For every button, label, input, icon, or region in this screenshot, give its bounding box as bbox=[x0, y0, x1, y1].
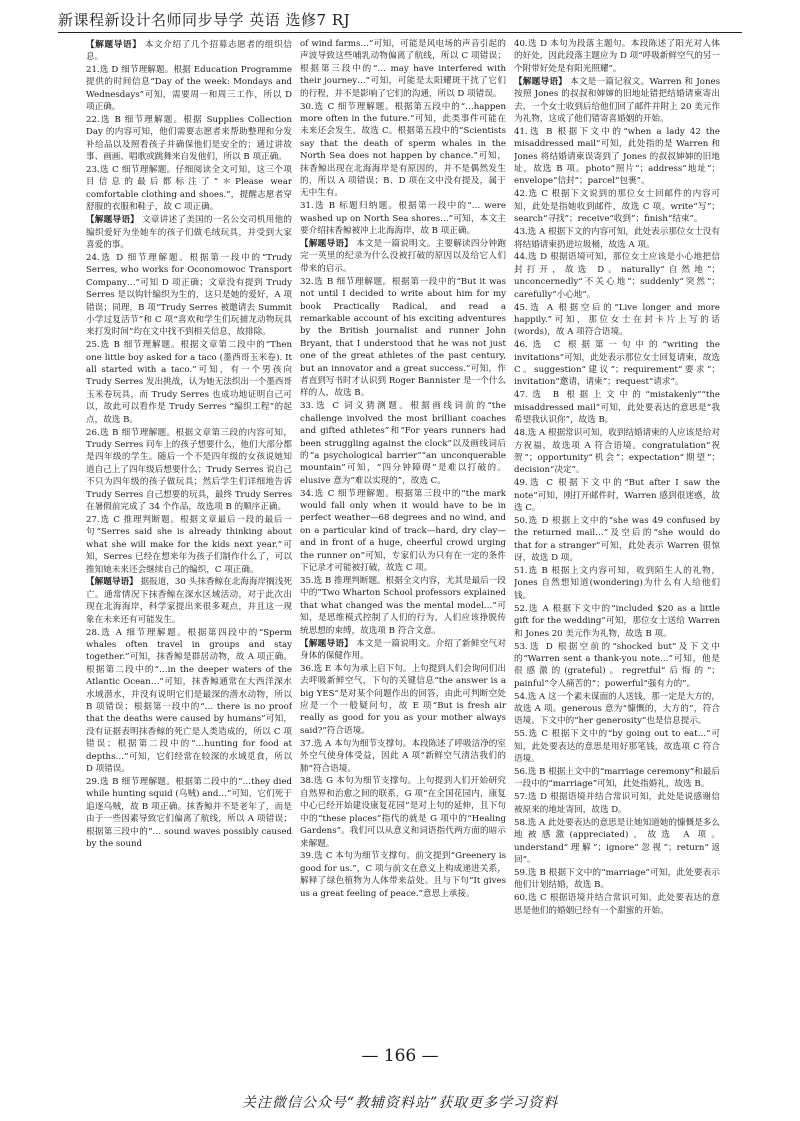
answer-paragraph bbox=[300, 775, 506, 849]
answer-paragraph bbox=[86, 164, 292, 214]
paragraph-text: 38.选 G 本句为细节支撑句。上句提到人们开始研究自然界和治愈之间的联系，G 项“在全国花园内，康复中心已经开始建设康复花园”是对上句的延伸，且下句中的“these places”指代的就是 G 项中的“Healing Gardens”。我们可以从意义和词语指代两方面的暗示来解题。 bbox=[300, 776, 506, 849]
paragraph-text: 27.选 C 推理判断题。根据文章最后一段的最后一句“Serres said she is already thinking about what she will make for the kids next year.”可知，Serres 已经在想来年为孩子们制作什么了，可以推知她未来还会继续自己的编织，C 项正确。 bbox=[86, 514, 292, 575]
answer-paragraph bbox=[514, 126, 720, 188]
answer-paragraph bbox=[300, 276, 506, 400]
answer-paragraph bbox=[300, 101, 506, 200]
answer-paragraph bbox=[86, 252, 292, 339]
guide-paragraph bbox=[300, 638, 506, 663]
paragraph-text: 52.选 A 根据下文中的“included $20 as a little gift for the wedding”可知，那位女士送给 Warren 和 Jones 20 美元作为礼物，故选 B 项。 bbox=[514, 603, 720, 639]
paragraph-text: 43.选 A 根据下文的内容可知，此处表示那位女士没有将结婚请柬扔进垃圾桶，故选 A 项。 bbox=[514, 227, 720, 250]
guide-tag: 【解题导语】 bbox=[300, 638, 354, 649]
guide-tag: 【解题导语】 bbox=[300, 239, 354, 249]
answer-paragraph bbox=[86, 627, 292, 776]
answer-paragraph bbox=[514, 427, 720, 477]
paragraph-text: 44.选 D 根据语境可知，那位女士应该是小心地把信封打开，故选 D。naturally“自然地”；unconcernedly“不关心地”；suddenly“突然”；carefully“小心地”。 bbox=[514, 252, 720, 300]
page-header bbox=[58, 6, 742, 33]
paragraph-text: 31.选 B 标题归纳题。根据第一段中的“… were washed up on North Sea shores…”可知，本文主要介绍抹香鲸被冲上北海海岸，故 B 项正确。 bbox=[300, 201, 506, 237]
paragraph-text: 40.选 D 本句为段落主题句。本段陈述了阳光对人体的好处，因此段落主题应为 D 项“呼吸新鲜空气的另一个附带好处是有阳光照耀”。 bbox=[514, 39, 720, 74]
paragraph-text: 46.选 C 根据第一句中的“writing the invitations”可知，此处表示那位女士回复请柬，故选 C。suggestion“建议”；requirement“要求”；invitation“邀请，请柬”；request“请求”。 bbox=[514, 340, 720, 388]
paragraph-text: 54.选 A 这一个素未谋面的人送钱，那一定是大方的，故选 A 项。generous 意为“慷慨的，大方的”，符合语境。下文中的“her generosity”也是信息提示。 bbox=[514, 691, 720, 727]
answer-paragraph bbox=[86, 776, 292, 850]
paragraph-text: 57.选 D 根据语境并结合常识可知，此处是说感谢信被原来的地址寄回，故选 D。 bbox=[514, 792, 720, 815]
paragraph-text: 50.选 D 根据上文中的“she was 49 confused by the returned mail…”及空后的“she would do that for a stranger”可知，此处表示 Warren 很惊讶，故选 D 项。 bbox=[514, 515, 720, 564]
paragraph-text: 53.选 D 根据空前的“shocked but”及下文中的“Warren sent a thank-you note…”可知，他是很感激的(grateful)。regretful“后悔的”；painful“令人痛苦的”；powerful“强有力的”。 bbox=[514, 641, 720, 689]
guide-paragraph bbox=[86, 39, 292, 64]
paragraph-text: 文章讲述了美国的一名公交司机用他的编织爱好为坐她车的孩子们做毛绒玩具，并受到大家喜爱的事。 bbox=[86, 215, 292, 250]
answer-paragraph bbox=[86, 339, 292, 426]
paragraph-text: 本文是一篇记叙文。Warren 和 Jones 按照 Jones 的叔叔和婶婶的旧地址错把结婚请柬寄出去，一个女士收到后给他们回了邮件并附上 20 美元作为礼物，这成了他们错寄喜婚姻的开始。 bbox=[514, 76, 720, 124]
paragraph-text: 48.选 A 根据常识可知，收到结婚请柬的人应该是给对方祝福，故选项 A 符合语境。congratulation“祝贺”；opportunity“机会”；expectation“期望”；decision“决定”。 bbox=[514, 428, 720, 476]
answer-paragraph bbox=[300, 400, 506, 487]
paragraph-text: 47.选 B 根据上文中的“mistakenly”“the misaddressed mail”可知，此处要表达的意思是“我希望我认识你”，故选 B。 bbox=[514, 390, 720, 426]
paragraph-text: 45.选 A 根据空后的“Live longer and more happily.”可知，那位女士在封卡片上写的话(words)，故 A 项符合语境。 bbox=[514, 302, 720, 338]
paragraph-text: 据报道，30 头抹香鲸在北海海岸搁浅死亡。通常情况下抹香鲸在深水区域活动，对于此次出现在北海海岸，科学家提出来很多观点，并且这一现象在未来还有可能发生。 bbox=[86, 577, 292, 625]
paragraph-text: 29.选 B 细节理解题。根据第二段中的“…they died while hunting squid (乌贼) and…”可知，它们死于追逐乌贼，故 B 项正确。抹香鲸并不是老年了，而是由于一些因素导致它们偏离了航线，所以 A 项错误；根据第三段中的“… sound waves possibly caused by the sound bbox=[86, 776, 292, 849]
answer-paragraph bbox=[300, 200, 506, 237]
paragraph-text: 58.选 A 此处要表达的意思是让她知道她的慷慨是多么地被感激(appreciated)，故选 A 项。understand“理解”；ignore“忽视”；return“返回”。 bbox=[514, 817, 720, 865]
answer-paragraph bbox=[514, 188, 720, 225]
paragraph-text: 34.选 C 细节理解题。根据第三段中的“the mark would fall only when it would have to be in perfect weather—68 degrees and no wind, and on a particular kind of track—hard, dry clay—and in front of a huge, cheerful crowd urging the runner on”可知，专家们认为只有在一定的条件下记录才可能被打破，故选 C 项。 bbox=[300, 488, 506, 574]
paragraph-text: 本文是一篇说明文。主要解读四分钟跑完一英里的纪录为什么没被打破的原因以及给它人们带来的启示。 bbox=[300, 239, 506, 274]
paragraph-text: 30.选 C 细节理解题。根据第五段中的“…happen more often in the future.”可知，此类事件可能在未来还会发生，故选 C。根据第五段中的“Scientists say that the death of sperm whales in the North Sea does not happen by chance.”可知，抹香鲸出现在北海海岸是有原因的，并不是偶然发生的，所以 A 项错误；B、D 项在文中没有提及，属于无中生有。 bbox=[300, 101, 506, 199]
paragraph-text: 23.选 C 细节理解题。仔细阅读全文可知，这三个项目信息的最后都标注了“＊Please wear comfortable clothing and shoes.”，提醒志愿者穿舒服的衣服和鞋子，故 C 项正确。 bbox=[86, 165, 292, 213]
paragraph-text: of wind farms…”可知，可能是风电场的声音引起的声波导致这些哺乳动物偏离了航线，所以 C 项错误；根据第三段中的“… may have interfered with their journey…”可知，可能是太阳耀斑干扰了它们的行程，并不是影响了它们的沟通，所以 D 项错误。 bbox=[300, 39, 506, 99]
answer-paragraph bbox=[514, 791, 720, 816]
answer-paragraph bbox=[86, 514, 292, 576]
paragraph-text: 24.选 D 细节理解题。根据第一段中的“Trudy Serres, who works for Oconomowoc Transport Company…”可知 D 项正确；文章没有提到 Trudy Serres 是以钩针编织为生的，这只是她的爱好，A 项错误；同理，B 项“Trudy Serres 被邀请去 Summit 小学过复活节”和 C 项“喜欢和学生们玩捕龙动物玩具来打发时间”均在文中找不到相关信息，故排除。 bbox=[86, 252, 292, 338]
paragraph-text: 59.选 B 根据下文中的“marriage”可知，此处要表示他们计划结婚，故选 B。 bbox=[514, 867, 720, 891]
answer-paragraph bbox=[300, 738, 506, 775]
answer-paragraph bbox=[300, 850, 506, 900]
footer-note: 关注微信公众号“教辅资料站”获取更多学习资料 bbox=[241, 1095, 559, 1111]
guide-paragraph bbox=[86, 576, 292, 626]
answer-paragraph bbox=[300, 575, 506, 637]
paragraph-text: 39.选 C 本句为细节支撑句。前文提到“Greenery is good for us.”，C 项与前文在意义上构成递进关系，解释了绿色植物为人体带来益处。且与下句“It gives us a great feeling of peace.”意思上承接。 bbox=[300, 851, 506, 899]
paragraph-text: 本文介绍了几个招募志愿者的组织信息。 bbox=[86, 39, 292, 62]
paragraph-text: 36.选 E 本句为承上启下句。上句提到人们会询问们出去呼吸新鲜空气，下句的关键信息“the answer is a big YES”是对某个问题作出的回答，由此可判断空处应是一个一般疑问句，故 E 项“But is fresh air really as good for you as your mother always said?”符合语境。 bbox=[300, 663, 506, 736]
guide-paragraph bbox=[300, 238, 506, 275]
paragraph-text: 56.选 B 根据上文中的“marriage ceremony”和最后一段中的“marriage”可知，此处指婚礼，故选 B。 bbox=[514, 767, 720, 790]
answer-paragraph bbox=[514, 817, 720, 867]
guide-paragraph bbox=[514, 76, 720, 126]
answer-paragraph bbox=[514, 477, 720, 514]
paragraph-text: 32.选 B 细节理解题。根据第一段中的“But it was not until I decided to write about him for my book Practically Radical, and read a remarkable account of his exciting adventures by the British journalist and runner John Bryant, that I understood that he was not just one of the great athletes of the past century, but an innovator and a great success.”可知，作者直到写书时才认识到 Roger Bannister 是一个什么样的人，故选 B。 bbox=[300, 276, 506, 399]
answer-paragraph bbox=[514, 389, 720, 426]
answer-paragraph bbox=[514, 251, 720, 301]
paragraph-text: 49.选 C 根据下文中的“But after I saw the note”可知，刚打开邮件时，Warren 感到很迷惑，故选 C。 bbox=[514, 478, 720, 514]
answer-paragraph bbox=[514, 728, 720, 765]
answer-paragraph bbox=[86, 114, 292, 164]
column-middle bbox=[300, 38, 506, 1040]
answer-paragraph bbox=[86, 64, 292, 114]
answer-paragraph bbox=[514, 226, 720, 251]
paragraph-text: 本文是一篇说明文。介绍了新鲜空气对身体的保健作用。 bbox=[300, 638, 506, 661]
answer-paragraph bbox=[300, 488, 506, 575]
guide-tag: 【解题导语】 bbox=[514, 76, 568, 87]
answer-paragraph bbox=[514, 339, 720, 389]
page-number: — 166 — bbox=[361, 1046, 439, 1066]
paragraph-text: 21.选 D 细节理解题。根据 Education Programme 提供的时间信息“Day of the week: Mondays and Wednesdays”可知，需要周一和周三工作，所以 D 项正确。 bbox=[86, 64, 292, 113]
paragraph-text: 42.选 C 根据下文说到的那位女士回邮件的内容可知，此处是指她收到邮件，故选 C 项。write“写”；search“寻找”；receive“收到”；finish“结束”。 bbox=[514, 189, 720, 225]
answer-paragraph bbox=[514, 867, 720, 892]
answer-paragraph bbox=[514, 38, 720, 75]
answer-paragraph bbox=[300, 38, 506, 100]
paragraph-text: 60.选 C 根据语境并结合常识可知，此处要表达的意思是他们的婚姻已经有一个甜蜜的开始。 bbox=[514, 893, 720, 916]
answer-columns bbox=[86, 38, 722, 1040]
paragraph-text: 35.选 B 推理判断题。根据全文内容，尤其是最后一段中的“Two Wharton School professors explained that what changed was the mental model…”可知，是思维模式控制了人们的行为，人们应该挣脱传统思想的束缚，故选项 B 符合文意。 bbox=[300, 575, 506, 636]
paragraph-text: 22.选 B 细节理解题。根据 Supplies Collection Day 的内容可知，他们需要志愿者来帮助整理和分发补给品以及照看孩子并确保他们是安全的；通过讲故事、画画、唱歌或跳舞来自发他们，所以 B 项正确。 bbox=[86, 114, 292, 163]
answer-paragraph bbox=[514, 691, 720, 728]
answer-paragraph bbox=[300, 663, 506, 737]
paragraph-text: 33.选 C 词义猜测题。根据画线词前的“the challenge involved the most brilliant coaches and gifted athletes”和“For years runners had been struggling against the clock”以及画线词后的“a psychological barrier”“an unconquerable mountain”可知，“四分钟障碍”是难以打破的。elusive 意为“难以实现的”，故选 C。 bbox=[300, 401, 506, 486]
answer-paragraph bbox=[514, 641, 720, 691]
paragraph-text: 25.选 B 细节理解题。根据文章第二段中的“Then one little boy asked for a taco (墨西哥玉米卷). It all started with a taco.”可知，有一个男孩向 Trudy Serres 发出挑战，认为她无法织出一个墨西哥玉米卷玩具，而 Trudy Serres 也成功地证明自己可以，故此可以看作是 Trudy Serres “编织工程”的起点，故选 B。 bbox=[86, 340, 292, 425]
paragraph-text: 26.选 B 细节理解题。根据文章第三段的内容可知，Trudy Serres 问车上的孩子想要什么，他们大部分都是四年级的学生。随后一个不是四年级的女孩说她知道自己上了四年级后想要什么；Trudy Serres 说自己不只为四年级的孩子做玩具；然后学生们详细地告诉 Trudy Serres 自己想要的玩具，最终 Trudy Serres 在暑假前完成了 34 个作品，故选项 B 的顺序正确。 bbox=[86, 427, 292, 513]
column-right bbox=[514, 38, 720, 1040]
answer-paragraph bbox=[514, 302, 720, 339]
answer-paragraph bbox=[514, 565, 720, 602]
answer-paragraph bbox=[514, 515, 720, 565]
column-left bbox=[86, 38, 292, 1040]
guide-tag: 【解题导语】 bbox=[86, 215, 140, 226]
paragraph-text: 28.选 A 细节理解题。根据第四段中的“Sperm whales often travel in groups and stay together.”可知，抹香鲸是群居动物，故 A 项正确。根据第二段中的“…in the deeper waters of the Atlantic Ocean…”可知，抹香鲸通常在大西洋深水水域潜水，并没有说明它们是最深的潜水动物，所以 B 项错误；根据第一段中的“… there is no proof that the deaths were caused by humans”可知，没有证据表明抹香鲸的死亡是人类造成的，所以 C 项错误；根据第二段中的“…hunting for food at depths…”可知，它们经常在较深的水域觅食，所以 D 项错误。 bbox=[86, 627, 292, 775]
header-title: 新课程新设计名师同步导学 英语 选修7 RJ bbox=[58, 11, 351, 29]
answer-paragraph bbox=[514, 892, 720, 917]
answer-paragraph bbox=[514, 766, 720, 791]
paragraph-text: 55.选 C 根据下文中的“by going out to eat…”可知，此处要表达的意思是用好那笔钱，故选项 C 符合语境。 bbox=[514, 729, 720, 765]
paragraph-text: 41.选 B 根据下文中的“when a lady 42 the misaddressed mail”可知，此处指的是 Warren 和 Jones 将结婚请柬误寄到了 Jones 的叔叔婶婶的旧地址，故选 B 项。photo“照片”；address“地址”；envelope“信封”；parcel“包裹”。 bbox=[514, 126, 720, 187]
answer-paragraph bbox=[514, 603, 720, 640]
guide-paragraph bbox=[86, 214, 292, 251]
guide-tag: 【解题导语】 bbox=[86, 577, 138, 588]
paragraph-text: 51.选 B 根据上文内容可知，收到陌生人的礼物，Jones 自然想知道(wondering)为什么有人给他们钱。 bbox=[514, 566, 720, 601]
paragraph-text: 37.选 A 本句为细节支撑句。本段陈述了呼吸洁净的室外空气使身体受益，因此 A 项“新鲜空气清洁我们的肺”符合语境。 bbox=[300, 738, 506, 774]
guide-tag: 【解题导语】 bbox=[86, 39, 142, 50]
answer-paragraph bbox=[86, 427, 292, 514]
